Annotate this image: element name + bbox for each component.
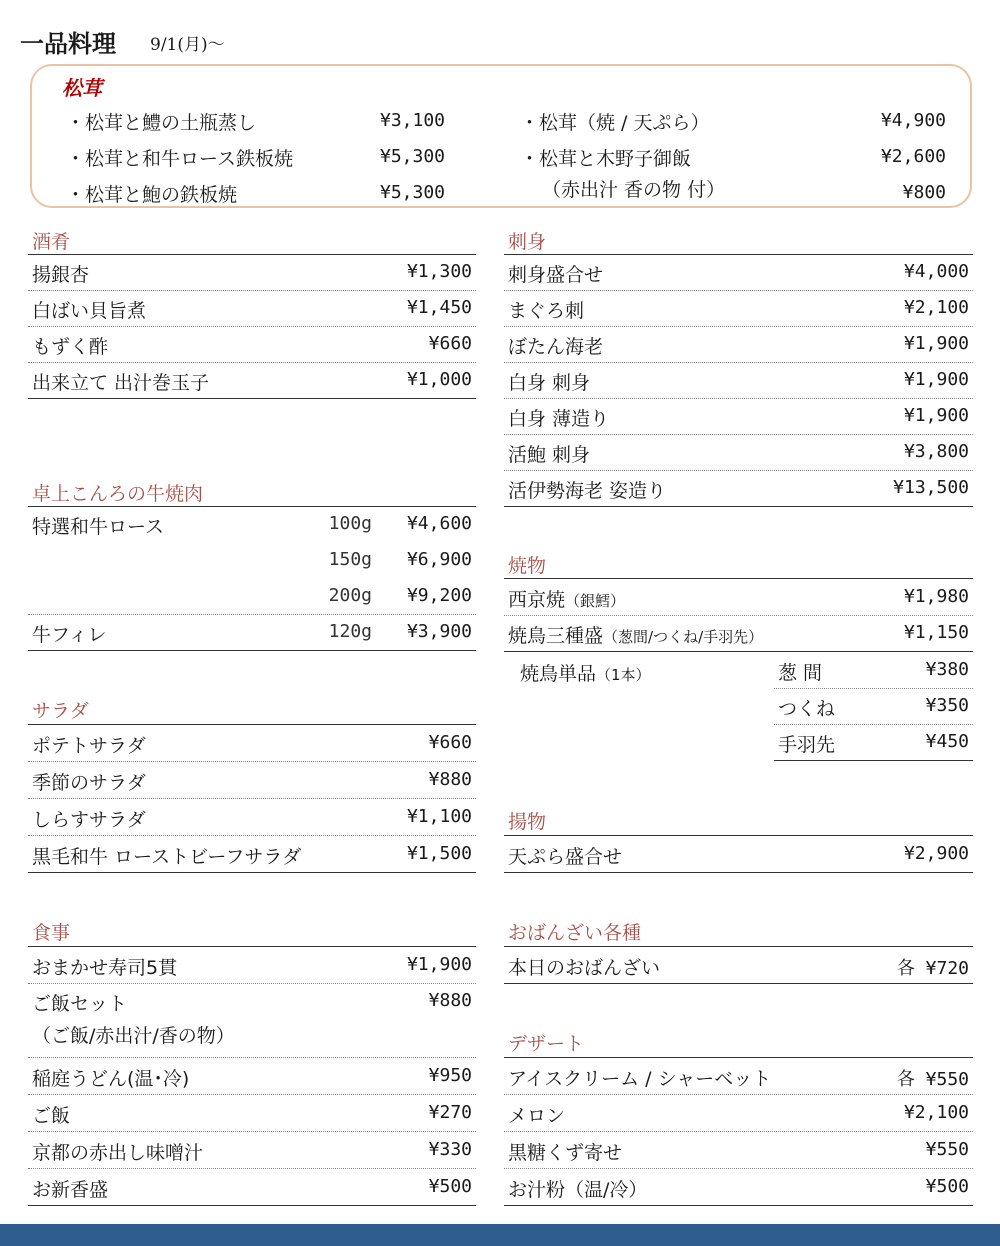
section-title-obanzai: おばんざい各種	[508, 922, 642, 944]
matsutake-item-name: ・松茸と木野子御飯	[520, 148, 692, 170]
section-title-dessert: デザート	[508, 1033, 585, 1055]
menu-row: 黒毛和牛 ローストビーフサラダ ¥1,500	[28, 837, 476, 873]
menu-row: 西京焼（銀鱈） ¥1,980	[504, 580, 973, 616]
menu-row: ポテトサラダ ¥660	[28, 726, 476, 762]
section-title-sashimi: 刺身	[508, 231, 547, 253]
menu-row: 白ばい貝旨煮 ¥1,450	[28, 291, 476, 327]
section-divider	[504, 1057, 973, 1058]
menu-row: お新香盛 ¥500	[28, 1170, 476, 1206]
menu-row: 天ぷら盛合せ ¥2,900	[504, 837, 973, 873]
section-title-agemono: 揚物	[508, 811, 547, 833]
menu-date: 9/1(月)～	[150, 35, 225, 55]
section-divider	[28, 946, 476, 947]
menu-row: 活鮑 刺身 ¥3,800	[504, 435, 973, 471]
matsutake-item-price: ¥4,900	[880, 110, 946, 131]
matsutake-item-name: ・松茸と鱧の土瓶蒸し	[66, 112, 257, 134]
menu-row: 季節のサラダ ¥880	[28, 763, 476, 799]
menu-row: 特選和牛ロース 100g ¥4,600	[32, 513, 472, 538]
section-title-yakimono: 焼物	[508, 555, 547, 577]
section-title-shokuji: 食事	[32, 922, 71, 944]
matsutake-item-name: ・松茸と鮑の鉄板焼	[66, 184, 238, 206]
section-title-sukiyaki: 卓上こんろの牛焼肉	[32, 483, 204, 505]
menu-row: 出来立て 出汁巻玉子 ¥1,000	[28, 363, 476, 399]
section-title-salad: サラダ	[32, 700, 89, 722]
menu-row: ぼたん海老 ¥1,900	[504, 327, 973, 363]
menu-row: 葱 間 ¥380	[774, 653, 973, 689]
menu-row: つくね ¥350	[774, 689, 973, 725]
section-divider	[504, 578, 973, 579]
section-title-sakana: 酒肴	[32, 231, 71, 253]
matsutake-item-price: ¥5,300	[380, 182, 446, 203]
menu-row: お汁粉（温/冷） ¥500	[504, 1170, 973, 1206]
menu-row: おまかせ寿司5貫 ¥1,900	[28, 948, 476, 984]
menu-row: 揚銀杏 ¥1,300	[28, 255, 476, 291]
yakitori-single-label: 焼鳥単品（1本）	[520, 663, 651, 685]
menu-row: 牛フィレ 120g ¥3,900	[28, 615, 476, 651]
menu-row: 稲庭うどん(温･冷) ¥950	[28, 1059, 476, 1095]
section-divider	[504, 835, 973, 836]
menu-row: 刺身盛合せ ¥4,000	[504, 255, 973, 291]
menu-row: ご飯 ¥270	[28, 1096, 476, 1132]
menu-row: もずく酢 ¥660	[28, 327, 476, 363]
matsutake-item-price: ¥800	[902, 182, 946, 203]
matsutake-item-name: ・松茸（焼 / 天ぷら）	[520, 112, 710, 134]
menu-row: 黒糖くず寄せ ¥550	[504, 1133, 973, 1169]
matsutake-item-price: ¥2,600	[880, 146, 946, 167]
menu-row: 150g ¥6,900	[328, 549, 472, 570]
menu-row: 本日のおばんざい 各 ¥720	[504, 948, 973, 984]
menu-row: 手羽先 ¥450	[774, 725, 973, 761]
section-divider	[28, 724, 476, 725]
section-divider	[504, 946, 973, 947]
matsutake-item-price: ¥5,300	[380, 146, 446, 167]
menu-row: 焼鳥三種盛（葱間/つくね/手羽先） ¥1,150	[504, 616, 973, 652]
menu-row: 白身 薄造り ¥1,900	[504, 399, 973, 435]
menu-row: 活伊勢海老 姿造り ¥13,500	[504, 471, 973, 507]
matsutake-item-price: ¥3,100	[380, 110, 446, 131]
menu-row: 白身 刺身 ¥1,900	[504, 363, 973, 399]
menu-row: アイスクリーム / シャーベット 各 ¥550	[504, 1059, 973, 1095]
page-title: 一品料理	[20, 29, 116, 58]
menu-row: ご飯セット （ご飯/赤出汁/香の物） ¥880	[28, 984, 476, 1058]
menu-row: 200g ¥9,200	[28, 579, 476, 615]
menu-row: まぐろ刺 ¥2,100	[504, 291, 973, 327]
menu-row: しらすサラダ ¥1,100	[28, 800, 476, 836]
menu-row: 京都の赤出し味噌汁 ¥330	[28, 1133, 476, 1169]
footer-bar	[0, 1224, 1000, 1246]
matsutake-item-note: （赤出汁 香の物 付）	[542, 179, 726, 201]
menu-row: メロン ¥2,100	[504, 1096, 973, 1132]
matsutake-item-name: ・松茸と和牛ロース鉄板焼	[66, 148, 294, 170]
matsutake-title: 松茸	[62, 76, 102, 100]
